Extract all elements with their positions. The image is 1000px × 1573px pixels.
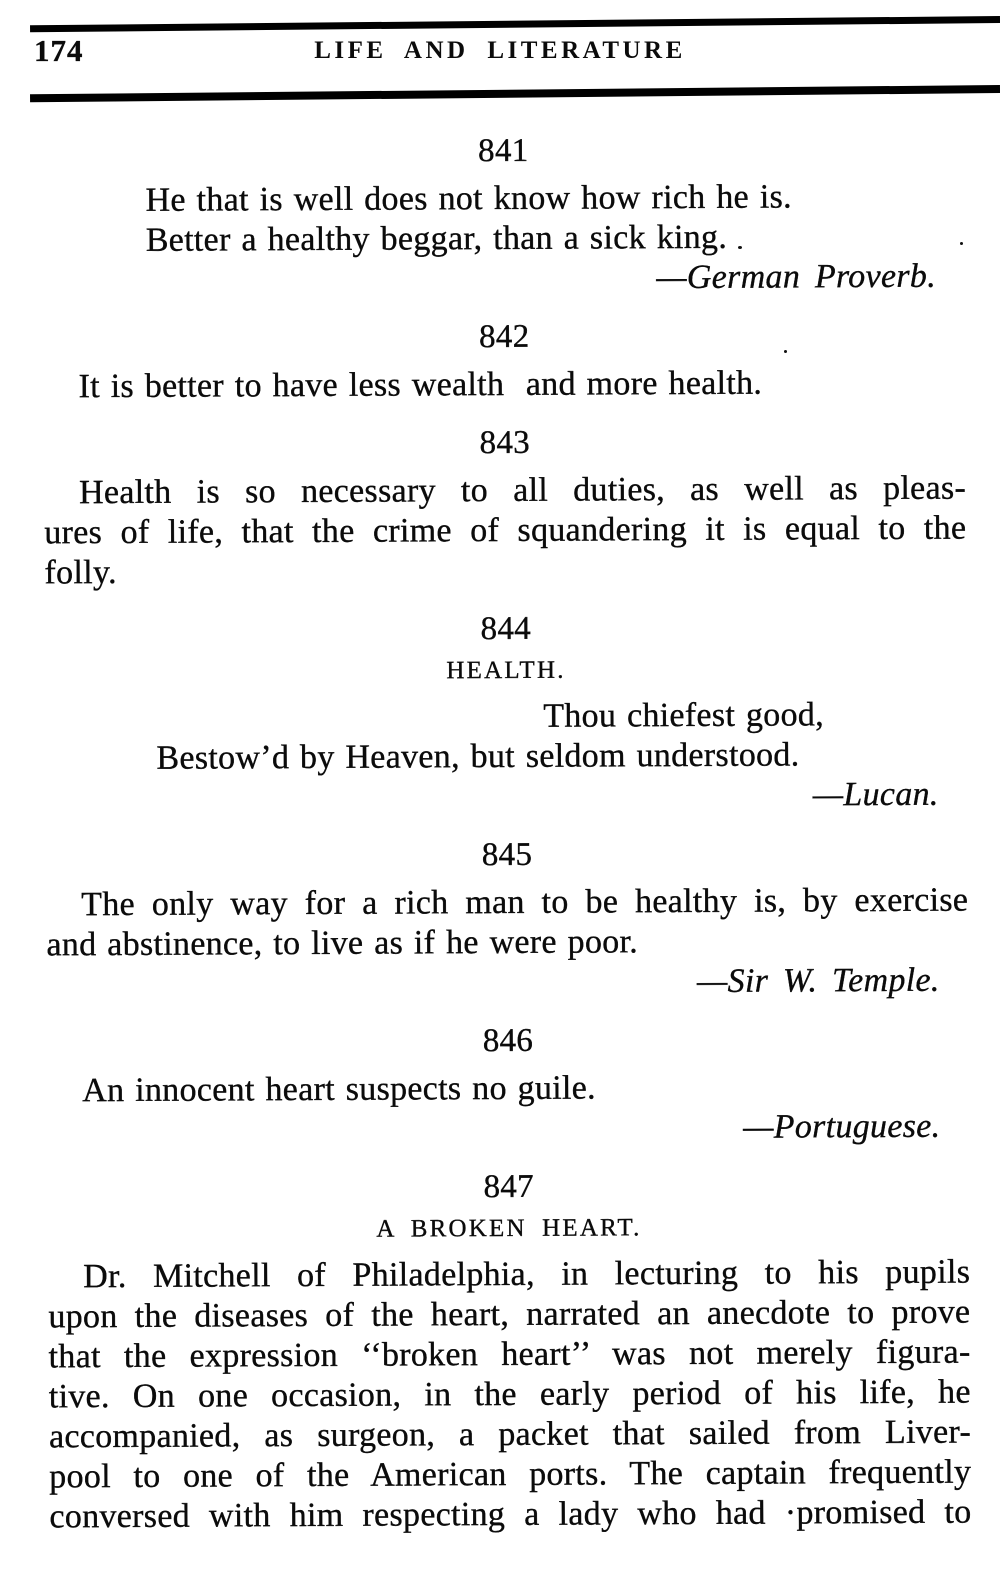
page-content	[0, 90, 1000, 1537]
section-heading: HEALTH.	[446, 656, 566, 685]
running-title: LIFE AND LITERATURE	[314, 37, 686, 64]
quote-line: Better a healthy beggar, than a sick king.	[145, 218, 728, 259]
section-843	[44, 421, 967, 594]
attribution: —Sir W. Temple.	[696, 961, 940, 1000]
section-847	[48, 1165, 972, 1538]
quote-line: upon the diseases of the heart, narrated an anecdote to prove	[48, 1293, 971, 1336]
quote-line: conversed with him respecting a lady who had ·promised to	[49, 1493, 972, 1536]
attribution: —Lucan.	[812, 775, 939, 814]
quote-line: pool to one of the American ports. The captain frequently	[49, 1453, 972, 1496]
section-heading: A BROKEN HEART.	[376, 1214, 642, 1243]
quote-line: accompanied, as surgeon, a packet that sailed from Liver-	[48, 1413, 972, 1456]
section-number: 841	[478, 132, 529, 170]
attribution: —Portuguese.	[743, 1107, 941, 1146]
section-number: 843	[479, 424, 531, 462]
section-845	[46, 833, 969, 1006]
page-header	[0, 25, 1000, 85]
section-number: 844	[480, 610, 532, 648]
quote-line: The only way for a rich man to be healthy is, by exercise	[81, 881, 969, 924]
section-842	[43, 315, 965, 408]
page-number: 174	[34, 33, 84, 68]
quote-line: Health is so necessary to all duties, as well as pleas-	[78, 469, 967, 512]
section-number: 847	[483, 1168, 535, 1206]
quote-line: that the expression ‘‘broken heart’’ was not merely figura-	[48, 1333, 971, 1376]
section-number: 845	[481, 836, 533, 874]
section-841	[42, 129, 965, 302]
book-page	[0, 16, 1000, 1573]
quote-line: It is better to have less wealth and more health.	[78, 364, 763, 406]
quote-line: Thou chiefest good,	[543, 696, 825, 735]
attribution: —German Proverb.	[656, 257, 937, 297]
quote-line: He that is well does not know how rich he is.	[145, 178, 793, 219]
section-number: 842	[478, 318, 530, 356]
section-number: 846	[482, 1022, 534, 1060]
section-846	[47, 1019, 970, 1152]
quote-line: tive. On one occasion, in the early period of his life, he	[48, 1373, 971, 1416]
quote-line: An innocent heart suspects no guile.	[82, 1069, 596, 1110]
quote-line: Bestow’d by Heaven, but seldom understood.	[156, 736, 800, 777]
section-844	[45, 607, 968, 820]
quote-line: ures of life, that the crime of squandering it is equal to the	[44, 509, 967, 552]
quote-line: folly.	[44, 554, 117, 592]
quote-line: Dr. Mitchell of Philadelphia, in lecturing to his pupils	[83, 1253, 971, 1296]
quote-line: and abstinence, to live as if he were poor.	[46, 923, 639, 964]
